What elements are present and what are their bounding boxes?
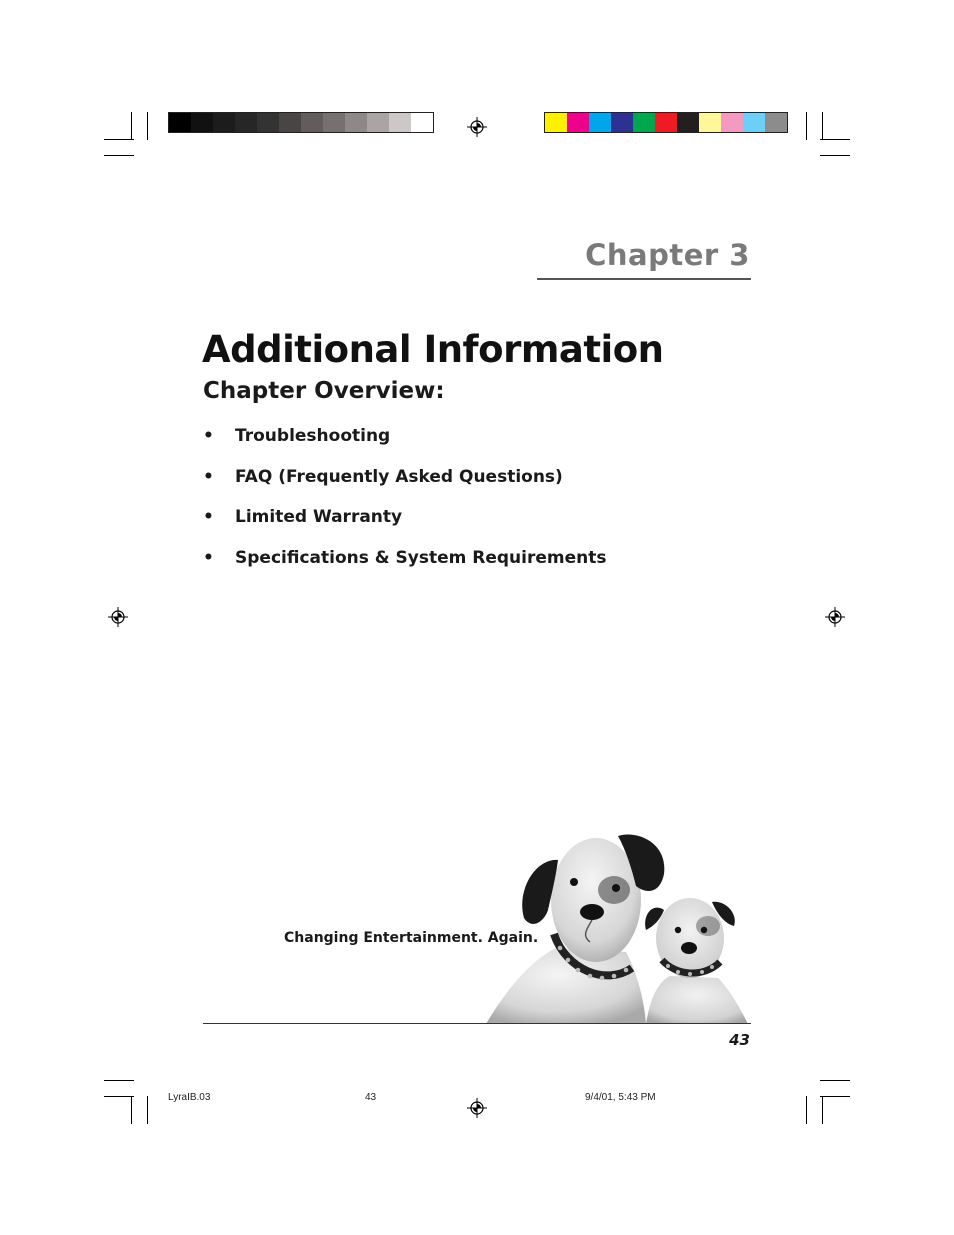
registration-mark-icon [467, 1098, 487, 1118]
list-item-text: Limited Warranty [235, 507, 403, 527]
page-number: 43 [729, 1031, 750, 1049]
list-item-text: FAQ (Frequently Asked Questions) [235, 466, 563, 487]
bullet-icon: • [203, 547, 214, 568]
list-item-text: Troubleshooting [235, 426, 391, 446]
color-swatch [213, 113, 235, 132]
color-swatch [389, 113, 411, 132]
color-calibration-bar [544, 112, 788, 133]
chapter-label: Chapter 3 [585, 238, 750, 272]
color-swatch [655, 113, 677, 132]
color-swatch [699, 113, 721, 132]
registration-mark-icon [825, 607, 845, 627]
registration-mark-icon [108, 607, 128, 627]
color-swatch [721, 113, 743, 132]
registration-mark-icon [467, 117, 487, 137]
overview-heading: Chapter Overview: [203, 378, 445, 404]
color-swatch [279, 113, 301, 132]
page-title: Additional Information [202, 328, 664, 371]
color-swatch [323, 113, 345, 132]
color-swatch [301, 113, 323, 132]
bullet-icon: • [203, 507, 214, 527]
slug-datetime: 9/4/01, 5:43 PM [585, 1092, 656, 1103]
color-swatch [611, 113, 633, 132]
color-swatch [235, 113, 257, 132]
tagline: Changing Entertainment. Again. [284, 930, 539, 946]
color-swatch [545, 113, 567, 132]
slug-filename: LyraIB.03 [168, 1092, 211, 1103]
color-swatch [169, 113, 191, 132]
color-swatch [677, 113, 699, 132]
color-swatch [633, 113, 655, 132]
color-swatch [589, 113, 611, 132]
chapter-rule [537, 278, 751, 280]
dogs-photo-image [486, 830, 752, 1024]
color-swatch [567, 113, 589, 132]
color-swatch [367, 113, 389, 132]
color-swatch [765, 113, 787, 132]
slug-page: 43 [365, 1092, 377, 1103]
bullet-icon: • [203, 426, 214, 446]
color-swatch [411, 113, 433, 132]
list-item-text: Specifications & System Requirements [235, 547, 607, 568]
grayscale-calibration-bar [168, 112, 434, 133]
color-swatch [345, 113, 367, 132]
footer-rule [203, 1023, 751, 1024]
color-swatch [743, 113, 765, 132]
bullet-icon: • [203, 466, 214, 487]
color-swatch [257, 113, 279, 132]
color-swatch [191, 113, 213, 132]
